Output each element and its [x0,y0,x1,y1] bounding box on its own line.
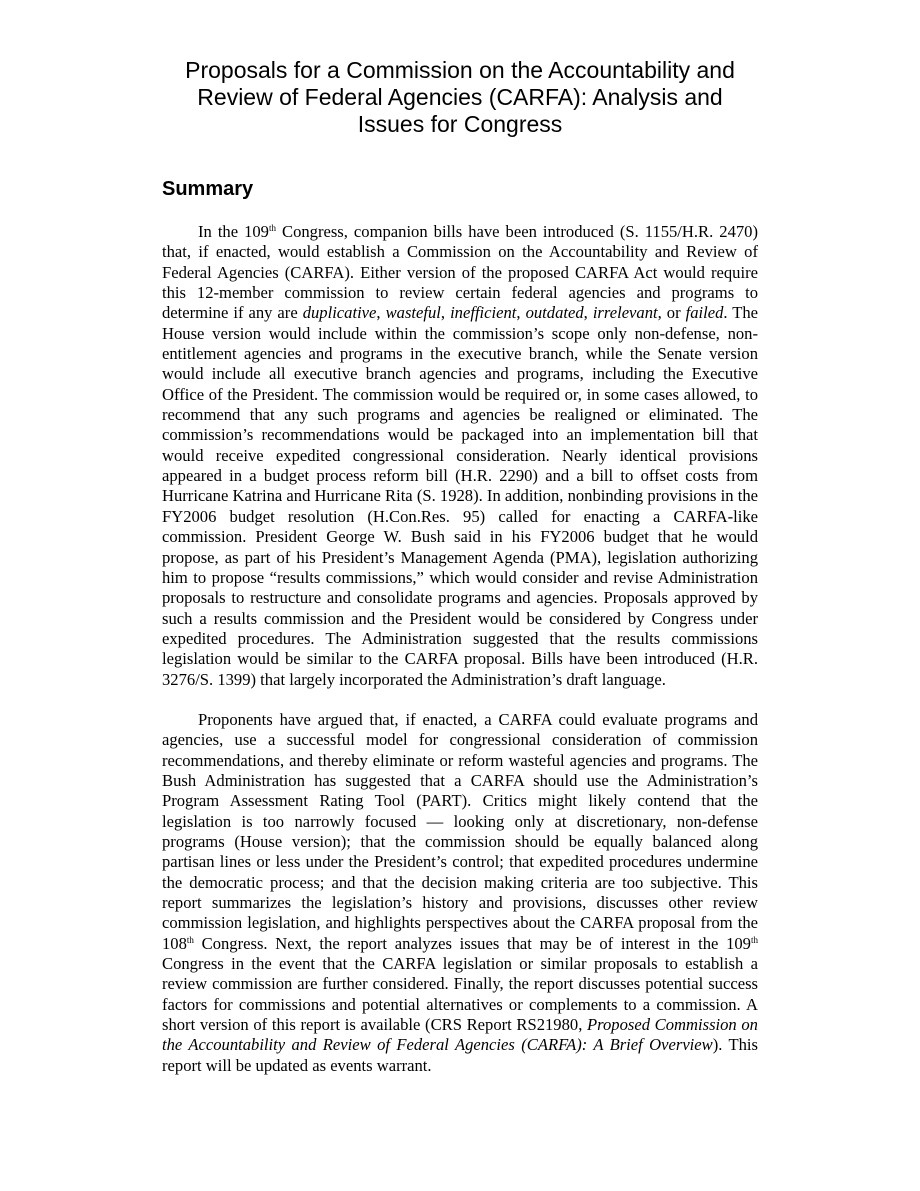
text-run: , [376,303,386,323]
text-run: Proponents have argued that, if enacted, a CARFA could evaluate programs and agencies, use a successful model for congressional consideration of commission recommendations, and thereby eliminate or reform wasteful agencies and programs. The Bush Administration has suggested that a CARFA should use the Administration’s Program Assessment Rating Tool (PART). Critics might likely contend that the legislation is too narrowly focused — looking only at discretionary, non-defense programs (House version); that the commission should be equally balanced along partisan lines or less under the President’s control; that expedited procedures undermine the democratic process; and that the decision making criteria are too subjective. This report summarizes the legislation’s history and provisions, discusses other review commission legislation, and highlights perspectives about the CARFA proposal from the 108 [162,709,758,953]
title-line: Issues for Congress [357,111,563,137]
text-run: , [583,303,593,323]
text-run: . The House version would include within the commission’s scope only non-defense, non-entitlement agencies and programs in the executive branch, while the Senate version would include all executive branch agencies and programs, including the Executive Office of the President. The commission would be required or, in some cases allowed, to recommend that any such programs and agencies be realigned or eliminated. The commission’s recommendations would be packaged into an implementation bill that would receive expedited congressional consideration. Nearly identical provisions appeared in a budget process reform bill (H.R. 2290) and a bill to offset costs from Hurricane Katrina and Hurricane Rita (S. 1928). In addition, nonbinding provisions in the FY2006 budget resolution (H.Con.Res. 95) called for enacting a CARFA-like commission. President George W. Bush said in his FY2006 budget that he would propose, as part of his President’s Management Agenda (PMA), legislation authorizing him to propose “results commissions,” which would consider and revise Administration proposals to restructure and consolidate programs and agencies. Proposals approved by such a results commission and the President would be considered by Congress under expedited procedures. The Administration suggested that the results commissions legislation would be similar to the CARFA proposal. Bills have been introduced (H.R. 3276/S. 1399) that largely incorporated the Administration’s draft language. [162,303,759,689]
summary-paragraph-2 [162,710,758,1076]
text-run: Congress, companion bills have been introduced (S. 1155/H.R. 2470) that, if enacted, would establish a Commission on the Accountability and Review of Federal Agencies (CARFA). Either version of the proposed CARFA Act would require this 12-member commission to review certain federal agencies and programs to determine if any are [162,222,758,323]
summary-paragraph-1 [162,222,758,690]
document-page [162,0,758,1076]
text-run: , [440,303,451,323]
text-run: , [516,303,526,323]
ordinal-superscript: th [750,934,758,945]
italic-term: outdated [525,303,584,323]
italic-term: duplicative [302,303,377,323]
italic-term: failed [685,303,724,323]
text-run: In the 109 [198,222,269,241]
text-run: Congress in the event that the CARFA legislation or similar proposals to establish a review commission are further considered. Finally, the report discusses potential success factors for commissions and potential alternatives or complements to a commission. A short version of this report is available (CRS Report RS21980, [162,954,758,1035]
italic-term: wasteful [385,303,441,323]
text-run: ). This report will be updated as events warrant. [162,1035,758,1075]
italic-report-title: Proposed Commission on the Accountability and Review of Federal Agencies (CARFA): A Brief Overview [162,1015,758,1055]
italic-term: irrelevant [592,303,658,323]
title-line: Proposals for a Commission on the Accountability and [185,57,735,83]
document-title [162,57,758,138]
text-run: Congress. Next, the report analyzes issues that may be of interest in the 109 [193,933,751,953]
ordinal-superscript: th [268,223,276,233]
ordinal-superscript: th [186,934,194,945]
summary-heading: Summary [162,178,254,200]
title-line: Review of Federal Agencies (CARFA): Analysis and [197,84,723,110]
text-run: , or [657,303,686,323]
italic-term: inefficient [450,303,517,323]
